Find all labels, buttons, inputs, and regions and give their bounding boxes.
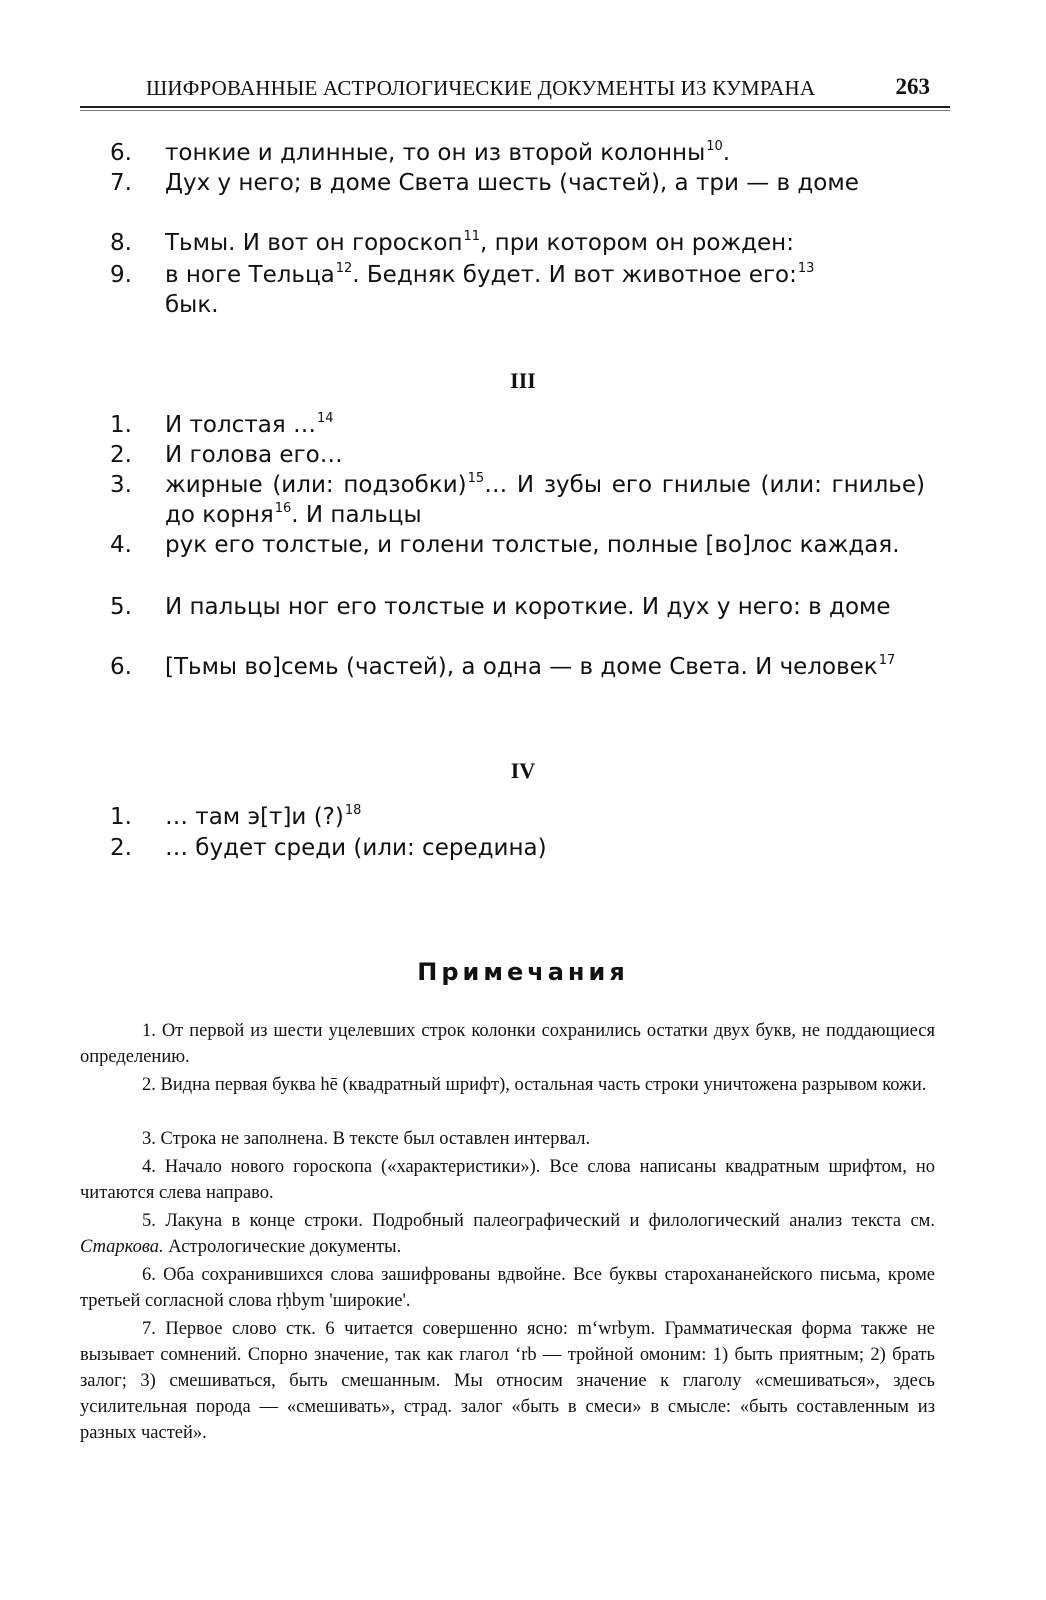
notes-title: Примечания [417,958,629,986]
line-number: 8. [110,230,132,256]
header-rule [80,106,950,108]
header-rule-thin [80,110,950,111]
text-part: … там э[т]и (?) [165,804,344,830]
verse-line [110,833,930,863]
line-number: 6. [110,140,132,166]
footnote-ref[interactable]: 17 [878,653,896,668]
note-item: 6. Оба сохранившихся слова зашифрованы вдвойне. Все буквы старохананейского письма, кроме третьей согласной слова rḥbym 'широкие'. [80,1265,935,1311]
line-number: 1. [110,412,132,438]
text-part: Астрологические документы. [168,1237,402,1257]
line-text [165,260,925,320]
text-part: тонкие и длинные, то он из второй колонны [165,140,706,166]
note-item: 3. Строка не заполнена. В тексте был оставлен интервал. [142,1129,591,1149]
section-heading-iv: IV [510,758,536,783]
line-text: И голова его… [165,442,343,468]
text-part: И толстая … [165,412,316,438]
text-part: . И пальцы [291,502,422,528]
verse-line [110,410,930,440]
line-text: И пальцы ног его толстые и короткие. И дух у него: в доме [165,594,891,620]
note-item: 2. Видна первая буква hē (квадратный шрифт), остальная часть строки уничтожена разрывом кожи. [142,1075,927,1095]
verse-line [110,530,930,590]
footnote-ref[interactable]: 15 [467,471,485,486]
line-number: 3. [110,472,132,498]
line-number: 1. [110,804,132,830]
line-text: … будет среди (или: середина) [165,835,547,861]
verse-line [110,260,930,320]
verse-line [110,440,930,470]
line-text: рук его толстые, и голени толстые, полные [во]лос каждая. [165,532,900,558]
footnote-ref[interactable]: 16 [274,501,292,516]
footnote-ref[interactable]: 10 [706,139,723,154]
line-text [165,410,925,440]
footnote-ref[interactable]: 18 [344,803,362,818]
footnote-ref[interactable]: 11 [463,229,481,244]
line-number: 2. [110,442,132,468]
verse-line [110,592,930,652]
running-title: ШИФРОВАННЫЕ АСТРОЛОГИЧЕСКИЕ ДОКУМЕНТЫ ИЗ КУМРАНА [146,76,816,100]
line-number: 6. [110,654,132,680]
footnote-ref[interactable]: 14 [316,411,334,426]
line-text [165,138,925,168]
text-part: … И зубы его гнилые (или: гнилье) до корня [165,472,925,528]
line-number: 9. [110,262,132,288]
line-text: Дух у него; в доме Света шесть (частей), а три — в доме [165,170,859,196]
verse-line [110,652,930,712]
running-header [92,70,950,104]
footnote-ref[interactable]: 12 [335,261,353,276]
author-reference: Старкова. [80,1237,164,1257]
text-part: [Тьмы во]семь (частей), а одна — в доме Света. И человек [165,654,878,680]
text-part: 5. Лакуна в конце строки. Подробный палеографический и филологический анализ текста см. [142,1211,935,1231]
verse-line [110,802,930,832]
note-item: 4. Начало нового гороскопа («характеристики»). Все слова написаны квадратным шрифтом, но читаются слева направо. [80,1157,935,1203]
line-text [165,652,925,682]
verse-line [110,228,930,258]
line-text [165,802,925,832]
note-item: 1. От первой из шести уцелевших строк колонки сохранились остатки двух букв, не поддающиеся определению. [80,1021,935,1067]
page-number: 263 [895,74,930,99]
line-number: 7. [110,170,132,196]
text-part: жирные (или: подзобки) [165,472,467,498]
note-item [80,1208,935,1260]
text-part: Тьмы. И вот он гороскоп [165,230,463,256]
footnote-ref[interactable]: 13 [797,261,815,276]
text-part: , при котором он рожден: [480,230,794,256]
line-number: 2. [110,835,132,861]
section-heading-iii: III [510,368,536,393]
text-part: бык. [165,292,219,318]
verse-line [110,138,930,168]
line-number: 5. [110,594,132,620]
verse-line [110,168,930,228]
line-number: 4. [110,532,132,558]
line-text [165,470,925,530]
text-part: в ноге Тельца [165,262,335,288]
text-part: . [722,140,731,166]
note-item: 7. Первое слово стк. 6 читается совершенно ясно: m‘wrbym. Грамматическая форма также не вызывает сомнений. Спорно значение, так как глагол ‘rb — тройной омоним: 1) быть приятным; 2) брать залог; 3) смешиваться, быть смешанным. Мы относим значение к глаголу «смешиваться», здесь усилительная порода — «смешивать», страд. залог «быть в смеси» в смысле: «быть составленным из разных частей». [80,1319,935,1443]
line-text [165,228,925,258]
verse-line [110,470,930,530]
text-part: . Бедняк будет. И вот животное его: [352,262,797,288]
